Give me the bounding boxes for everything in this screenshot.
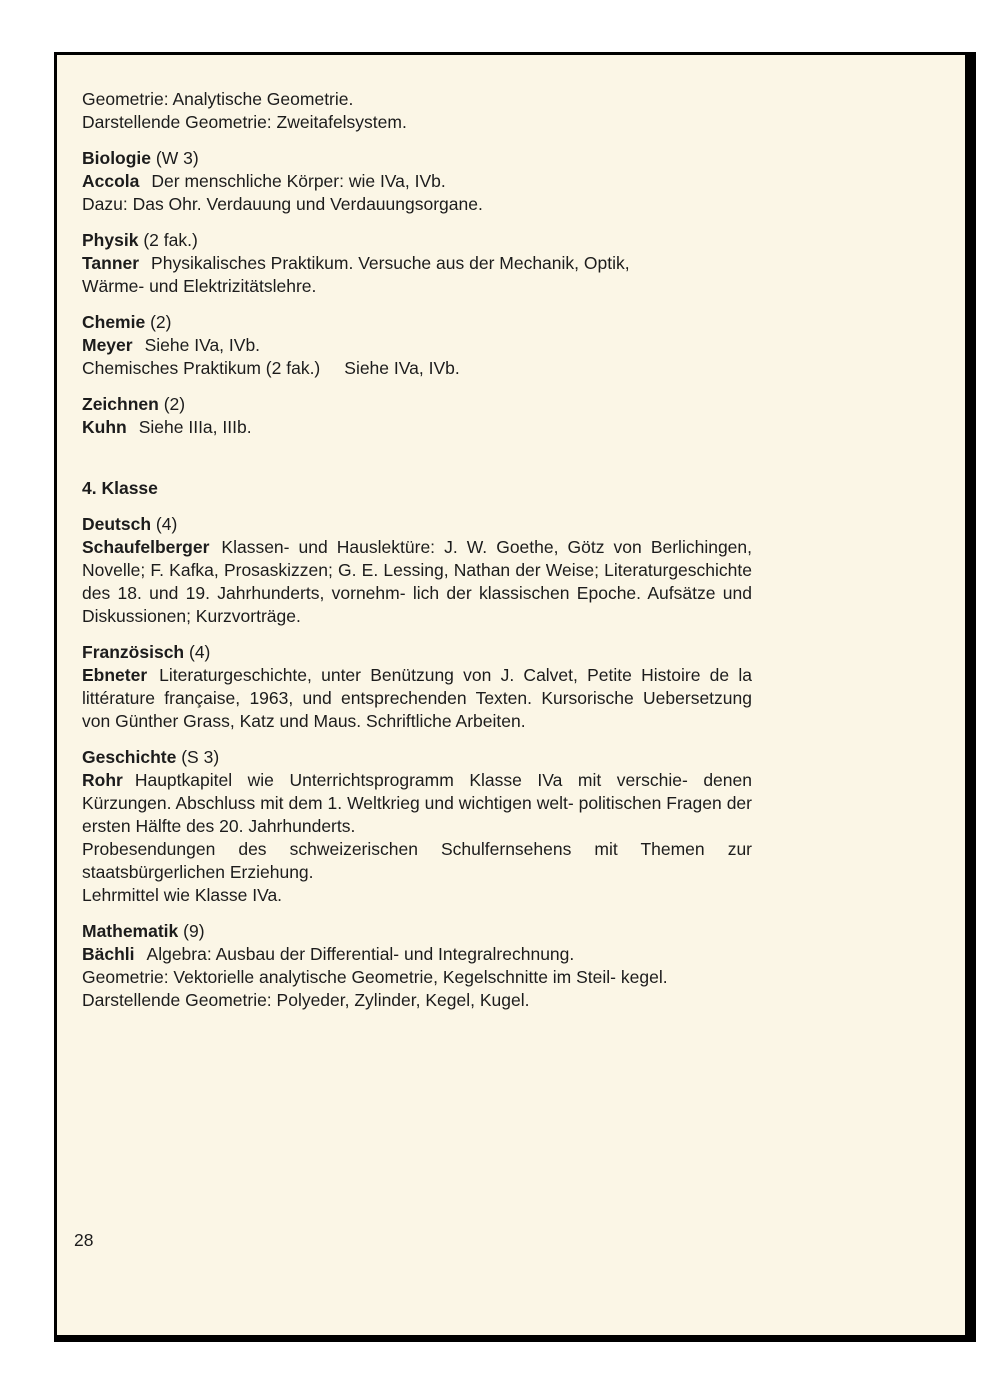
entry-text: Wärme- und Elektrizitätslehre.: [82, 276, 317, 296]
entry-text: Der menschliche Körper: wie IVa, IVb.: [151, 171, 446, 191]
teacher-name: Tanner: [82, 253, 140, 273]
entry-text-praktikum: [82, 357, 752, 380]
entry-text: Histoire de la littérature française, 1963, und entsprechenden Texten.: [82, 665, 752, 708]
subject-entry-geschichte: [82, 769, 752, 838]
subject-heading-franzoesisch: [82, 641, 752, 664]
page-content: [82, 88, 752, 1012]
entry-text: Geometrie: Vektorielle analytische Geometrie, Kegelschnitte im Steil-: [82, 967, 616, 987]
entry-text: Siehe IVa, IVb.: [344, 358, 460, 378]
subject-heading-chemie: [82, 311, 752, 334]
entry-paragraph: [82, 838, 752, 884]
subject-hours: (9): [183, 921, 205, 941]
entry-text: Kursorische Uebersetzung von Günther Grass, Katz und Maus.: [82, 688, 752, 731]
teacher-name: Ebneter: [82, 665, 148, 685]
subject-hours: (2): [163, 394, 186, 414]
entry-paragraph: [82, 966, 752, 989]
class-heading: 4. Klasse: [82, 478, 158, 498]
subject-hours: (S 3): [181, 747, 220, 767]
subject-heading-deutsch: [82, 513, 752, 536]
entry-text: Berlichingen, Novelle; F. Kafka, Prosaskizzen; G. E. Lessing, Nathan: [82, 537, 752, 580]
subject-entry-zeichnen: [82, 416, 752, 439]
entry-text: Chemisches Praktikum (2 fak.): [82, 358, 321, 378]
teacher-name: Bächli: [82, 944, 135, 964]
subject-entry-franzoesisch: [82, 664, 752, 733]
entry-text: denen Kürzungen. Abschluss mit dem 1. Weltkrieg und wichtigen welt-: [82, 770, 752, 813]
entry-text: zur staatsbürgerlichen Erziehung.: [82, 839, 752, 882]
entry-text: Literaturgeschichte, unter Benützung von J. Calvet, Petite: [159, 665, 632, 685]
subject-name: Französisch: [82, 642, 185, 662]
subject-name: Physik: [82, 230, 139, 250]
teacher-name: Accola: [82, 171, 140, 191]
subject-name: Deutsch: [82, 514, 152, 534]
subject-hours: (W 3): [155, 148, 199, 168]
subject-heading-physik: [82, 229, 752, 252]
entry-text: Physikalisches Praktikum. Versuche aus der Mechanik, Optik,: [151, 253, 630, 273]
entry-text: Darstellende Geometrie: Polyeder, Zylinder, Kegel, Kugel.: [82, 990, 530, 1010]
entry-text: Lehrmittel wie Klasse IVa.: [82, 885, 283, 905]
descriptive-geometry-line: Darstellende Geometrie: Zweitafelsystem.: [82, 112, 407, 132]
subject-entry-chemie: [82, 334, 752, 357]
subject-name: Chemie: [82, 312, 146, 332]
entry-text: Dazu: Das Ohr. Verdauung und Verdauungsorgane.: [82, 194, 483, 214]
entry-text: Klassen- und Hauslektüre: J. W. Goethe, Götz von: [221, 537, 642, 557]
entry-text: Probesendungen des schweizerischen Schulfernsehens mit Themen: [82, 839, 705, 859]
page-number: 28: [74, 1230, 94, 1250]
teacher-name: Rohr: [82, 770, 123, 790]
entry-text: der Weise; Literaturgeschichte des 18. und 19. Jahrhunderts, vornehm-: [82, 560, 752, 603]
subject-entry-physik: [82, 252, 752, 275]
entry-text: politischen Fragen der ersten Hälfte des 20. Jahrhunderts.: [82, 793, 752, 836]
subject-hours: (4): [155, 514, 178, 534]
subject-entry-deutsch: [82, 536, 752, 628]
subject-name: Biologie: [82, 148, 152, 168]
entry-text: lich der klassischen Epoche. Aufsätze und Diskussionen; Kurzvorträge.: [82, 583, 752, 626]
entry-text: Algebra: Ausbau der Differential- und Integralrechnung.: [146, 944, 575, 964]
subject-heading-zeichnen: [82, 393, 752, 416]
entry-text: Siehe IVa, IVb.: [144, 335, 261, 355]
subject-heading-geschichte: [82, 746, 752, 769]
entry-text: Siehe IIIa, IIIb.: [138, 417, 252, 437]
subject-hours: (2 fak.): [143, 230, 198, 250]
subject-heading-biologie: [82, 147, 752, 170]
subject-name: Mathematik: [82, 921, 179, 941]
teacher-name: Meyer: [82, 335, 133, 355]
teacher-name: Kuhn: [82, 417, 127, 437]
subject-entry-mathematik: [82, 943, 752, 966]
subject-hours: (4): [189, 642, 211, 662]
subject-entry-biologie: [82, 170, 752, 193]
geometry-line: Geometrie: Analytische Geometrie.: [82, 89, 354, 109]
subject-name: Zeichnen: [82, 394, 159, 414]
teacher-name: Schaufelberger: [82, 537, 210, 557]
entry-text: kegel.: [620, 967, 668, 987]
entry-text: Schriftliche Arbeiten.: [366, 711, 526, 731]
subject-name: Geschichte: [82, 747, 177, 767]
subject-hours: (2): [150, 312, 172, 332]
subject-heading-mathematik: [82, 920, 752, 943]
entry-text: Hauptkapitel wie Unterrichtsprogramm Klasse IVa mit verschie-: [134, 770, 688, 790]
